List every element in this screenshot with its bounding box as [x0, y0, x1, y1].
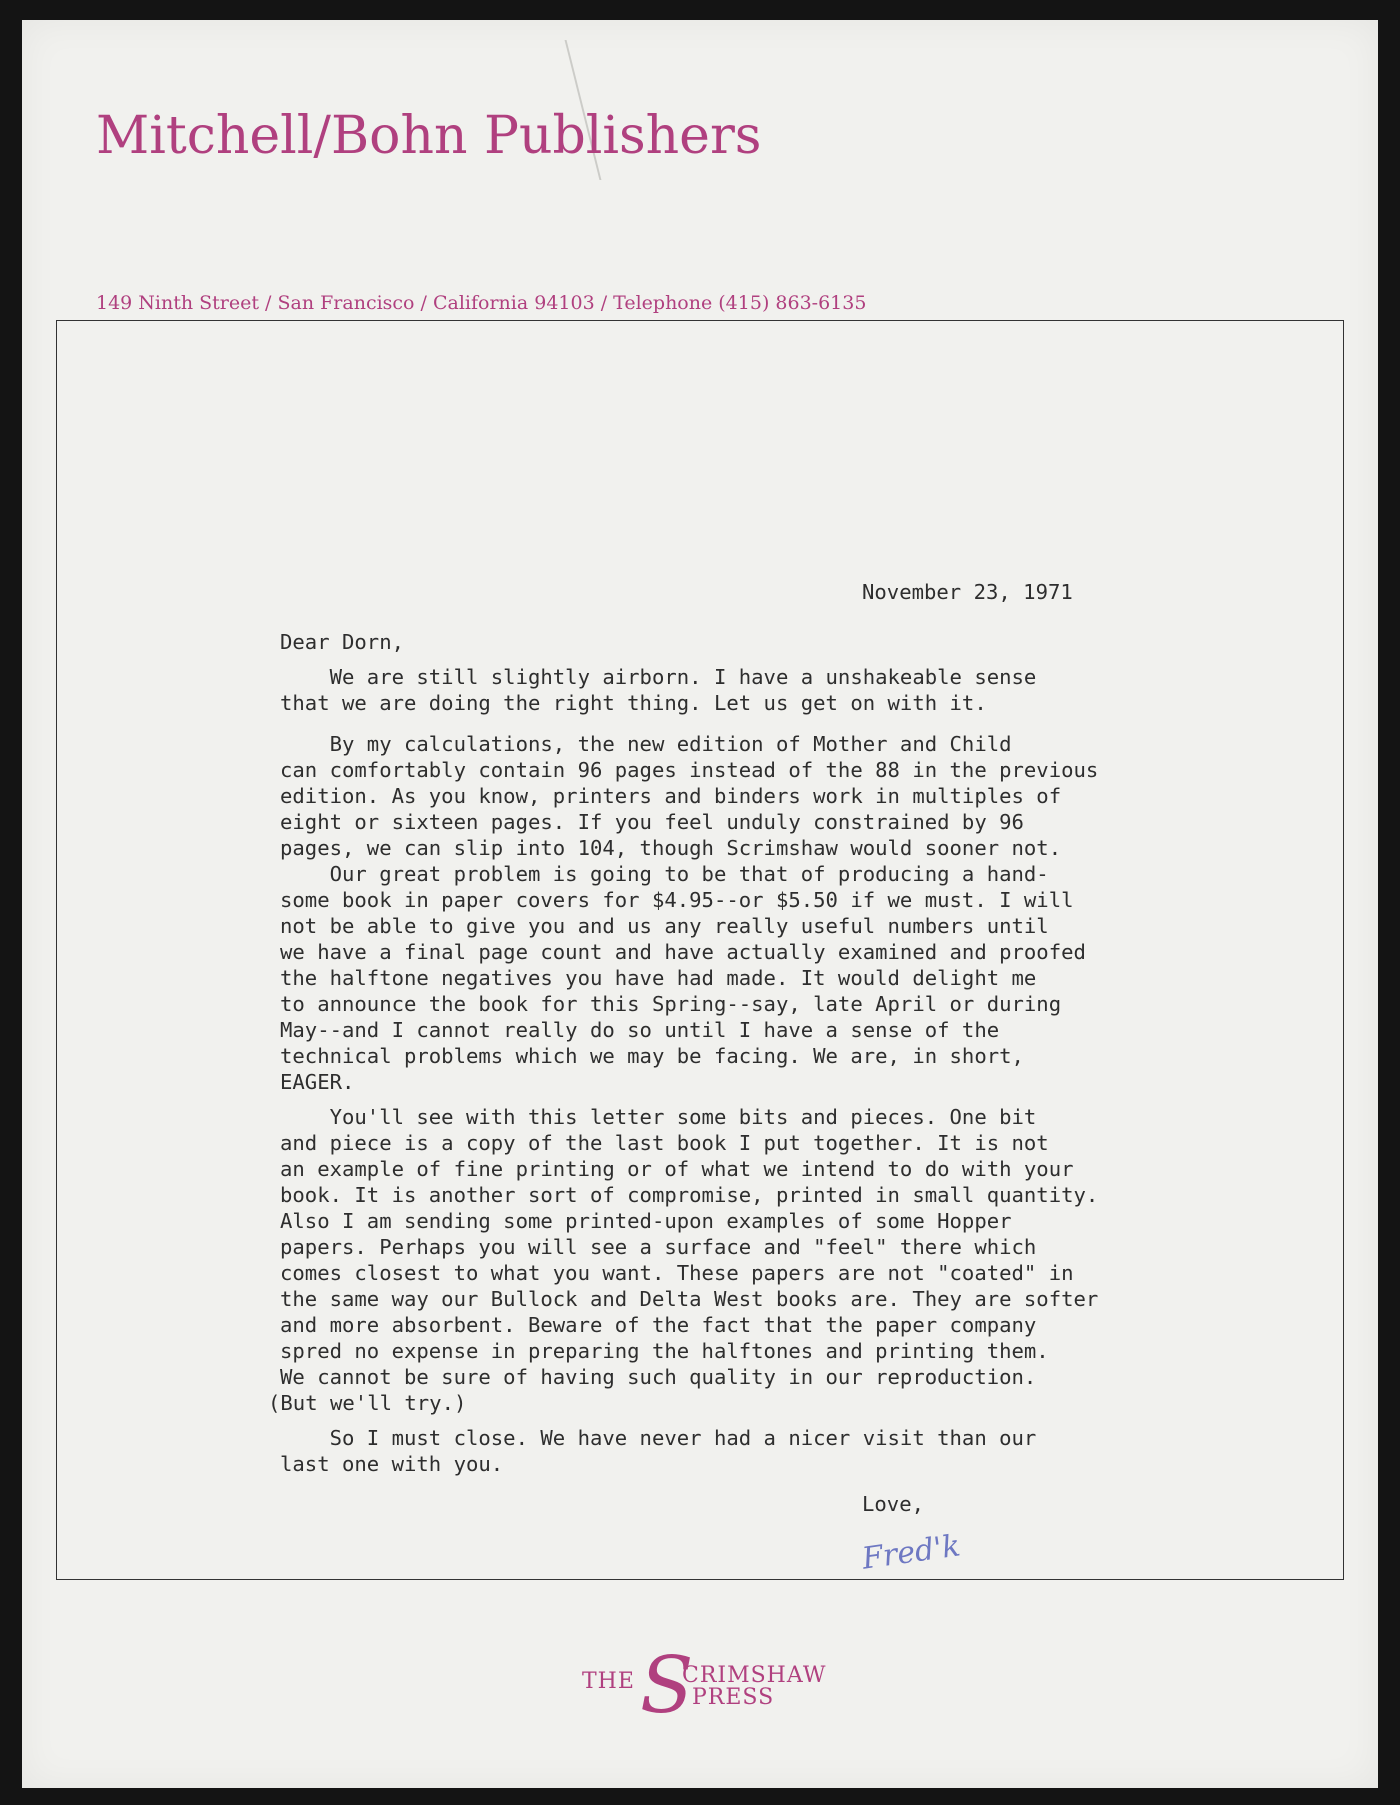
letter-line: edition. As you know, printers and binders work in multiples of	[280, 784, 1062, 808]
letter-line: We cannot be sure of having such quality in our reproduction.	[280, 1365, 1037, 1389]
letter-line: You'll see with this letter some bits and pieces. One bit	[280, 1105, 1037, 1129]
handwritten-signature: Fred'k	[860, 1528, 963, 1577]
letter-line: We are still slightly airborn. I have a unshakeable sense	[280, 665, 1037, 689]
letter-line: and piece is a copy of the last book I put together. It is not	[280, 1131, 1049, 1155]
letter-line: to announce the book for this Spring--say, late April or during	[280, 992, 1062, 1016]
letterhead-company-name: Mitchell/Bohn Publishers	[96, 106, 762, 166]
letter-line: (But we'll try.)	[268, 1391, 467, 1415]
logo-initial: S	[640, 1641, 694, 1731]
letter-closing: Love,	[862, 1492, 924, 1516]
letter-line: Our great problem is going to be that of producing a hand-	[280, 862, 1049, 886]
letter-line: an example of fine printing or of what we intend to do with your	[280, 1157, 1074, 1181]
logo-word-press: PRESS	[692, 1685, 775, 1710]
letter-line: comes closest to what you want. These papers are not "coated" in	[280, 1261, 1074, 1285]
letter-line: book. It is another sort of compromise, printed in small quantity.	[280, 1183, 1099, 1207]
letter-line: the same way our Bullock and Delta West books are. They are softer	[280, 1287, 1099, 1311]
logo-word-the: THE	[582, 1669, 635, 1694]
letter-line: eight or sixteen pages. If you feel unduly constrained by 96	[280, 810, 1024, 834]
letter-body	[22, 20, 1378, 1788]
letter-line: technical problems which we may be facing. We are, in short,	[280, 1044, 1024, 1068]
letter-line: By my calculations, the new edition of Mother and Child	[280, 732, 1012, 756]
letter-line: can comfortably contain 96 pages instead of the 88 in the previous	[280, 758, 1099, 782]
scrimshaw-press-logo	[542, 1632, 842, 1742]
letter-line: the halftone negatives you have had made. It would delight me	[280, 966, 1037, 990]
letter-line: spred no expense in preparing the halftones and printing them.	[280, 1339, 1049, 1363]
letter-line: pages, we can slip into 104, though Scrimshaw would sooner not.	[280, 836, 1062, 860]
letter-line: EAGER.	[280, 1070, 355, 1094]
letter-line: May--and I cannot really do so until I have a sense of the	[280, 1018, 1000, 1042]
letter-line: we have a final page count and have actually examined and proofed	[280, 940, 1086, 964]
letter-line: that we are doing the right thing. Let us get on with it.	[280, 691, 987, 715]
letter-line: some book in paper covers for $4.95--or $5.50 if we must. I will	[280, 888, 1074, 912]
letter-date: November 23, 1971	[862, 580, 1073, 604]
letter-line: and more absorbent. Beware of the fact that the paper company	[280, 1313, 1037, 1337]
letterhead-address: 149 Ninth Street / San Francisco / California 94103 / Telephone (415) 863-6135	[96, 292, 867, 314]
letter-line: not be able to give you and us any really useful numbers until	[280, 914, 1049, 938]
letter-page	[22, 20, 1378, 1788]
letter-line: Also I am sending some printed-upon examples of some Hopper	[280, 1209, 1012, 1233]
letter-line: last one with you.	[280, 1452, 504, 1476]
letter-line: papers. Perhaps you will see a surface and "feel" there which	[280, 1235, 1037, 1259]
letter-salutation: Dear Dorn,	[280, 630, 404, 654]
letter-line: So I must close. We have never had a nicer visit than our	[280, 1426, 1037, 1450]
logo-word-crimshaw: CRIMSHAW	[682, 1663, 827, 1688]
